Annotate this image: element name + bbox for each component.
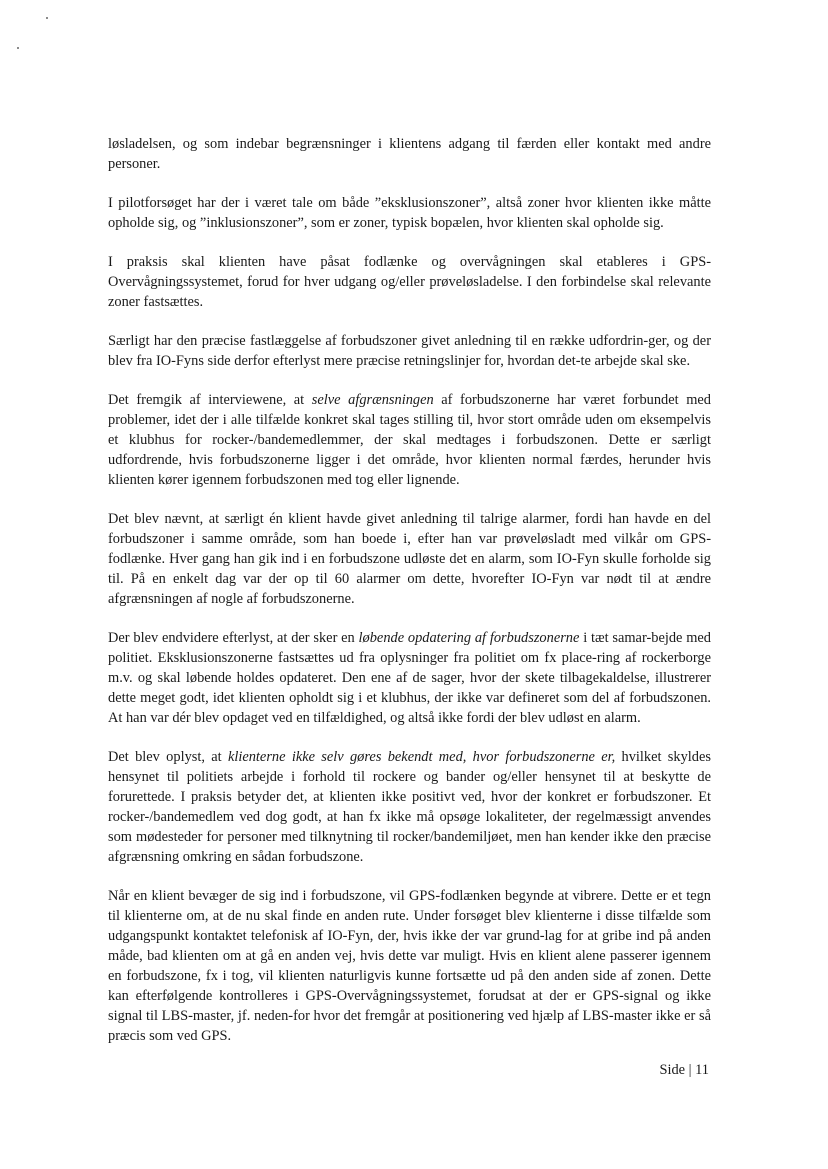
paragraph-text: Det fremgik af interviewene, at xyxy=(108,392,312,408)
paragraph: Det blev nævnt, at særligt én klient havde givet anledning til talrige alarmer, fordi han havde en del forbudszoner i samme område, som han boede i, efter han var prøveløsladt med vilkår om GPS-fodlænke. Hver gang han gik ind i en forbudszone udløste det en alarm, som IO-Fyn skulle forholde sig til. På en enkelt dag var der op til 60 alarmer om dette, hvorefter IO-Fyn var nødt til at ændre afgrænsningen af nogle af forbudszonerne. xyxy=(108,511,711,607)
paragraph: I praksis skal klienten have påsat fodlænke og overvågningen skal etableres i GPS-Overvågningssystemet, forud for hver udgang og/eller prøveløsladelse. I den forbindelse skal relevante zoner fastsættes. xyxy=(108,254,711,310)
paragraph: Særligt har den præcise fastlæggelse af forbudszoner givet anledning til en række udfordrin-ger, og der blev fra IO-Fyns side derfor efterlyst mere præcise retningslinjer for, hvordan det-te arbejde skal ske. xyxy=(108,333,711,369)
emphasis: løbende opdatering af forbudszonerne xyxy=(358,630,580,646)
paragraph-text: i tæt samar-bejde med politiet. Eksklusionszonerne fastsættes ud fra oplysninger fra politiet om fx place-ring af rockerborge m.v. og skal løbende holdes opdateret. Den ene af de sager, hvor der skete tilbagekaldelse, illustrerer dette meget godt, idet klienten opholdt sig i et klubhus, der ikke var defineret som del af forbudszonen. At han var dér blev opdaget ved en tilfældighed, og altså ikke fordi der blev udløst en alarm. xyxy=(108,630,711,726)
emphasis: selve afgrænsningen xyxy=(311,392,434,408)
body-text xyxy=(108,134,711,1046)
paragraph-text: Det blev oplyst, at xyxy=(108,749,228,765)
page-number: Side | 11 xyxy=(659,1062,709,1078)
paragraph-text: hvilket skyldes hensynet til politiets arbejde i forhold til rockere og bander og/eller hensynet til at beskytte de forurettede. I praksis betyder det, at klienten ikke positivt ved, hvor der konkret er forbudszoner. Et rocker-/bandemedlem ved dog godt, at han fx ikke må opsøge lokaliteter, der regelmæssigt anvendes som mødesteder for personer med tilknytning til rocker/bandemiljøet, men han kender ikke den præcise afgrænsning omkring en sådan forbudszone. xyxy=(108,749,711,865)
paragraph-text: af forbudszonerne har været forbundet med problemer, idet der i alle tilfælde konkret skal tages stilling til, hvor stort område uden om eksempelvis et klubhus for rocker-/bandemedlemmer, der skal medtages i forbudszonen. Dette er særligt udfordrende, hvis forbudszonerne ligger i det område, hvor klienten normal færdes, herunder hvis klienten kører igennem forbudszonen med tog eller lignende. xyxy=(108,392,711,488)
scan-speck xyxy=(17,47,19,49)
scan-speck xyxy=(46,17,48,19)
paragraph-text: Der blev endvidere efterlyst, at der sker en xyxy=(108,630,359,646)
emphasis: klienterne ikke selv gøres bekendt med, hvor forbudszonerne er, xyxy=(227,749,616,765)
paragraph xyxy=(108,628,711,728)
paragraph xyxy=(108,390,711,490)
paragraph xyxy=(108,747,711,867)
paragraph: løsladelsen, og som indebar begrænsninger i klientens adgang til færden eller kontakt med andre personer. xyxy=(108,136,711,172)
paragraph: I pilotforsøget har der i været tale om både ”eksklusionszoner”, altså zoner hvor klienten ikke måtte opholde sig, og ”inklusionszoner”, som er zoner, typisk bopælen, hvor klienten skal opholde sig. xyxy=(108,195,711,231)
paragraph: Når en klient bevæger de sig ind i forbudszone, vil GPS-fodlænken begynde at vibrere. Dette er et tegn til klienterne om, at de nu skal finde en anden rute. Under forsøget blev klienterne i disse tilfælde som udgangspunkt kontaktet telefonisk af IO-Fyn, der, hvis ikke der var grund-lag for at gribe ind på anden måde, bad klienten om at gå en anden vej, hvis dette var muligt. Hvis en klient alene passerer igennem en forbudszone, fx i tog, vil klienten naturligvis kunne fortsætte ud på den anden side af zonen. Dette kan efterfølgende kontrolleres i GPS-Overvågningssystemet, forudsat at der er GPS-signal og ikke signal til LBS-master, jf. neden-for hvor det fremgår at positionering ved hjælp af LBS-master ikke er så præcis som ved GPS. xyxy=(108,888,711,1044)
